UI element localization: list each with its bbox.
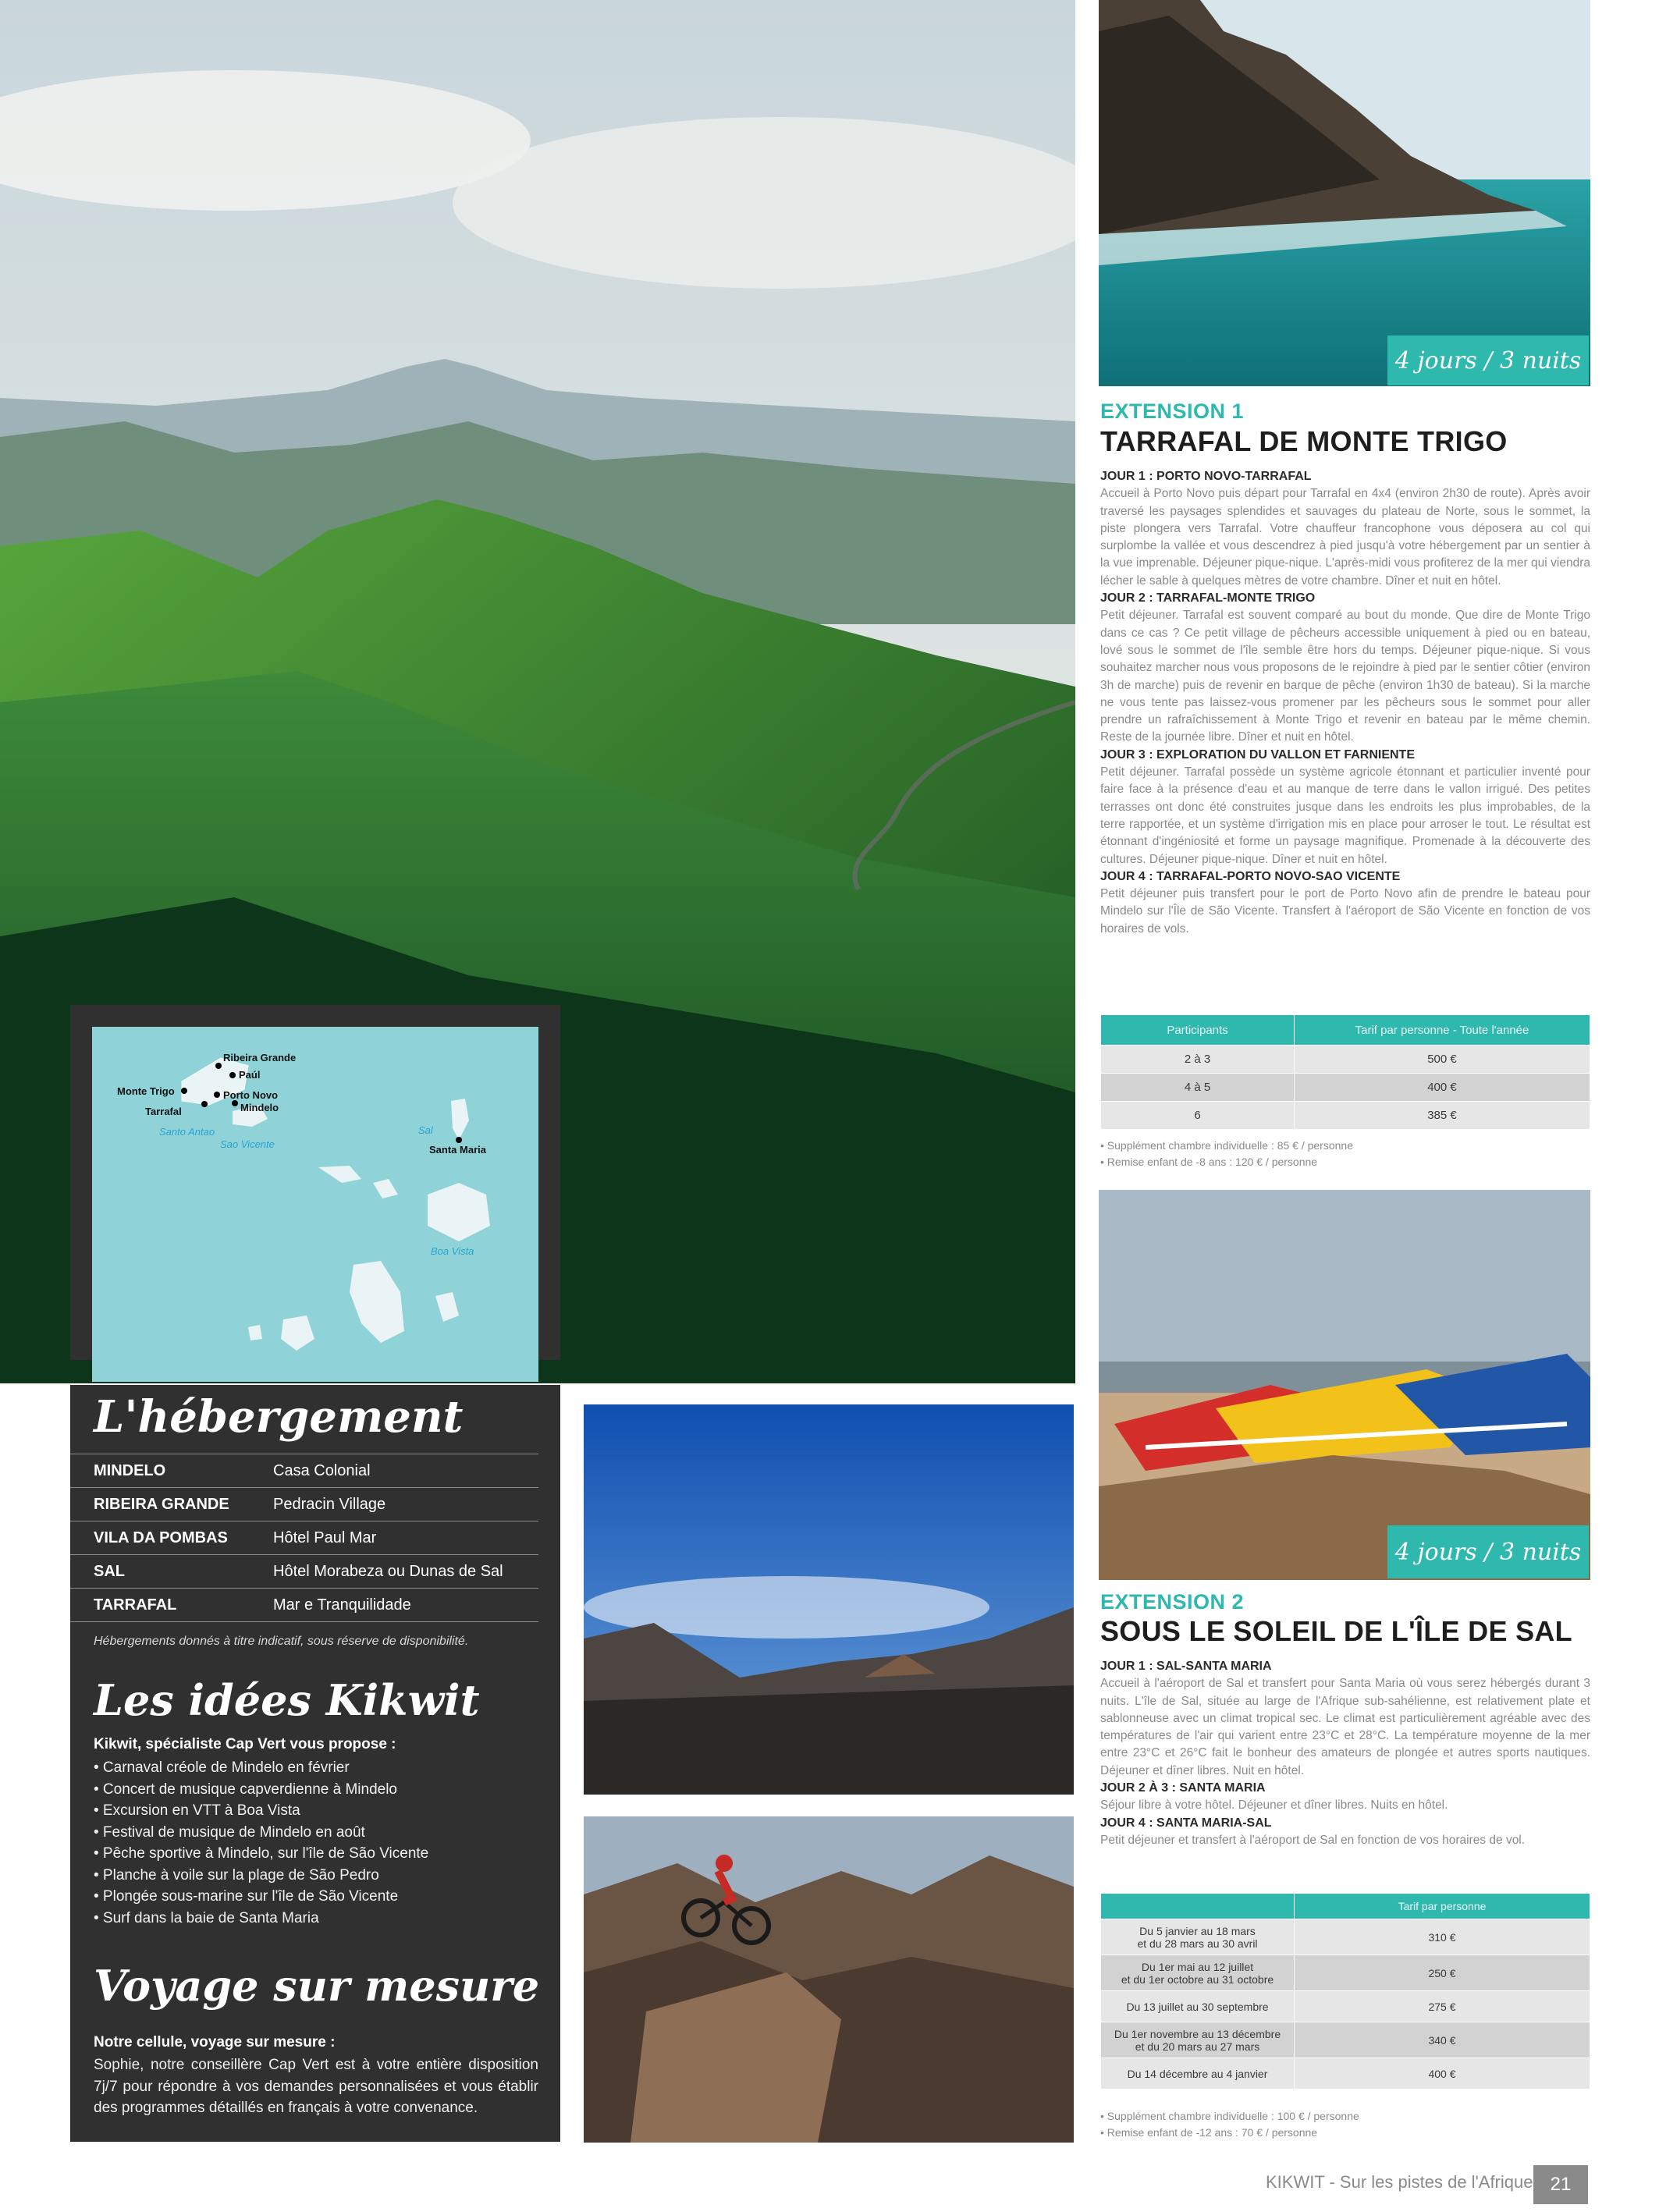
note-line: • Supplément chambre individuelle : 85 € / personne — [1100, 1139, 1353, 1152]
day-text: Accueil à l'aéroport de Sal et transfert pour Santa Maria où vous serez hébergés durant 3 nuits. L'île de Sal, située au large de l'Afrique sub-sahélienne, est relativement plate et sablonneuse avec un climat tropical sec. Le climat est particulièrement agréable avec des températures de l'air qui varient entre 23°C et 28°C. La température moyenne de la mer entre 23°C et 26°C fait le bonheur des amateurs de plongée et autres sports nautiques. Déjeuner et dîner libres. Nuit en hôtel. — [1100, 1677, 1590, 1777]
hebergement-note: Hébergements donnés à titre indicatif, sous réserve de disponibilité. — [94, 1635, 469, 1648]
table-cell: Du 1er mai au 12 juillet et du 1er octobre au 31 octobre — [1101, 1955, 1295, 1991]
table-cell: 400 € — [1295, 2058, 1590, 2090]
note-line: • Remise enfant de -8 ans : 120 € / personne — [1100, 1156, 1318, 1168]
table-cell: 310 € — [1295, 1919, 1590, 1955]
extension-1-itinerary — [1100, 468, 1590, 938]
day-heading: JOUR 4 : TARRAFAL-PORTO NOVO-SAO VICENTE — [1100, 869, 1401, 883]
extension-2-title: SOUS LE SOLEIL DE L'ÎLE DE SAL — [1100, 1615, 1572, 1647]
list-item: • Excursion en VTT à Boa Vista — [94, 1802, 300, 1819]
day-heading: JOUR 4 : SANTA MARIA-SAL — [1100, 1816, 1272, 1830]
list-item: • Festival de musique de Mindelo en août — [94, 1823, 365, 1841]
day-heading: JOUR 1 : PORTO NOVO-TARRAFAL — [1100, 470, 1312, 483]
list-item: • Concert de musique capverdienne à Mindelo — [94, 1781, 397, 1798]
map-island-sal: Sal — [418, 1124, 433, 1136]
table-row — [70, 1454, 538, 1487]
list-item: • Carnaval créole de Mindelo en février — [94, 1759, 350, 1776]
list-item: • Pêche sportive à Mindelo, sur l'île de São Vicente — [94, 1845, 429, 1862]
list-item: • Plongée sous-marine sur l'île de São Vicente — [94, 1888, 399, 1905]
extension-2-notes — [1100, 2108, 1359, 2141]
info-panel — [70, 1385, 560, 2142]
map-label-ribeira-grande: Ribeira Grande — [223, 1052, 297, 1063]
duration-badge-extension-1: 4 jours / 3 nuits — [1387, 336, 1589, 385]
map-island-santo-antao: Santo Antao — [159, 1126, 215, 1138]
table-header — [1101, 1894, 1295, 1919]
table-cell: Du 5 janvier au 18 mars et du 28 mars au 30 avril — [1101, 1919, 1295, 1955]
map-label-tarrafal: Tarrafal — [145, 1106, 182, 1117]
cape-verde-map — [70, 1005, 560, 1360]
table-cell: 250 € — [1295, 1955, 1590, 1991]
hotel: Pedracin Village — [273, 1495, 386, 1513]
extension-2-itinerary — [1100, 1658, 1590, 1849]
hotel: Mar e Tranquilidade — [273, 1596, 411, 1614]
city: MINDELO — [94, 1461, 166, 1479]
sur-mesure-title: Voyage sur mesure — [94, 1961, 540, 2011]
table-cell: Du 14 décembre au 4 janvier — [1101, 2058, 1295, 2090]
table-cell: 4 à 5 — [1101, 1074, 1295, 1102]
extension-1-label: EXTENSION 1 — [1100, 399, 1245, 423]
table-row — [70, 1554, 538, 1588]
footer-tagline: KIKWIT - Sur les pistes de l'Afrique — [1266, 2172, 1533, 2192]
table-cell: 6 — [1101, 1102, 1295, 1130]
table-cell: 2 à 3 — [1101, 1046, 1295, 1074]
table-cell: 385 € — [1295, 1102, 1590, 1130]
day-text: Petit déjeuner. Tarrafal est souvent comparé au bout du monde. Que dire de Monte Trigo dans ce cas ? Ce petit village de pêcheurs accessible uniquement à pied ou en bateau, lové sous le sommet de l'île semble être hors du temps. Déjeuner pique-nique. Si vous souhaitez marcher nous vous proposons de le rejoindre à pied par le sentier côtier (environ 3h de marche) puis de revenir en barque de pêche (environ 1h30 de bateau). Si la marche ne vous tente pas laissez-vous promener par les pêcheurs sous le sommet pour aller prendre un rafraîchissement à Monte Trigo et revenir en bateau par le même chemin. Reste de la journée libre. Dîner et nuit en hôtel. — [1100, 609, 1590, 744]
sur-mesure-text: Sophie, notre conseillère Cap Vert est à votre entière disposition 7j/7 pour répondre à vos demandes personnalisées et vous établir des programmes détaillés en français à votre convenance. — [94, 2057, 538, 2116]
list-item: • Surf dans la baie de Santa Maria — [94, 1909, 319, 1926]
day-text: Petit déjeuner puis transfert pour le port de Porto Novo afin de prendre le bateau pour Mindelo sur l'Île de São Vicente. Transfert à l'aéroport de São Vicente en fonction de vos horaires de vols. — [1100, 887, 1590, 936]
list-item: • Planche à voile sur la plage de São Pedro — [94, 1866, 379, 1884]
idees-list — [94, 1757, 428, 1929]
hebergement-table — [70, 1454, 538, 1622]
extension-1-notes — [1100, 1138, 1353, 1170]
hebergement-title: L'hébergement — [94, 1391, 464, 1443]
map-label-santa-maria: Santa Maria — [429, 1144, 486, 1156]
day-heading: JOUR 2 : TARRAFAL-MONTE TRIGO — [1100, 591, 1316, 605]
table-row — [70, 1588, 538, 1622]
table-cell: Du 13 juillet au 30 septembre — [1101, 1991, 1295, 2022]
note-line: • Remise enfant de -12 ans : 70 € / personne — [1100, 2126, 1318, 2139]
city: SAL — [94, 1562, 125, 1580]
map-island-sao-vicente: Sao Vicente — [220, 1138, 275, 1150]
extension-1-title: TARRAFAL DE MONTE TRIGO — [1100, 425, 1508, 457]
extension-2-label: EXTENSION 2 — [1100, 1590, 1245, 1614]
day-text: Séjour libre à votre hôtel. Déjeuner et dîner libres. Nuits en hôtel. — [1100, 1798, 1448, 1813]
day-text: Petit déjeuner et transfert à l'aéroport de Sal en fonction de vos horaires de vol. — [1100, 1833, 1526, 1847]
city: RIBEIRA GRANDE — [94, 1495, 229, 1513]
day-text: Petit déjeuner. Tarrafal possède un système agricole étonnant et particulier inventé pour faire face à la présence d'eau et au manque de terre dans le vallon irrigué. Des petites terrasses ont donc été construites jusque dans les endroits les plus improbables, de la terre rapportée, et un système d'irrigation mis en place pour arroser le tout. Le résultat est étonnant d'ingéniosité et forme un paysage magnifique. Promenade à la découverte des cultures. Déjeuner pique-nique. Dîner et nuit en hôtel. — [1100, 765, 1590, 866]
table-cell: Du 1er novembre au 13 décembre et du 20 mars au 27 mars — [1101, 2022, 1295, 2058]
hotel: Hôtel Paul Mar — [273, 1529, 377, 1546]
day-heading: JOUR 2 À 3 : SANTA MARIA — [1100, 1781, 1266, 1795]
extension-2-price-table — [1100, 1893, 1590, 2090]
hotel: Casa Colonial — [273, 1461, 371, 1479]
table-header: Tarif par personne - Toute l'année — [1295, 1015, 1590, 1046]
hotel: Hôtel Morabeza ou Dunas de Sal — [273, 1562, 503, 1580]
cliffs-coast-photo — [1099, 0, 1590, 386]
idees-title: Les idées Kikwit — [94, 1675, 480, 1725]
map-label-monte-trigo: Monte Trigo — [117, 1085, 175, 1097]
volcanic-landscape-photo — [584, 1404, 1074, 1795]
fishing-boats-photo — [1099, 1190, 1590, 1580]
map-label-paul: Paúl — [239, 1069, 261, 1081]
table-cell: 340 € — [1295, 2022, 1590, 2058]
map-island-boa-vista: Boa Vista — [431, 1245, 474, 1257]
duration-badge-extension-2: 4 jours / 3 nuits — [1387, 1525, 1589, 1578]
mountain-biker-photo — [584, 1816, 1074, 2143]
city: VILA DA POMBAS — [94, 1529, 228, 1546]
idees-intro: Kikwit, spécialiste Cap Vert vous propose : — [94, 1736, 396, 1752]
day-text: Accueil à Porto Novo puis départ pour Tarrafal en 4x4 (environ 2h30 de route). Après avoir traversé les paysages splendides et sauvages du plateau de Norte, sous le sommet, la piste plongera vers Tarrafal. Votre chauffeur francophone vous déposera au col qui surplombe la vallée et vous descendrez à pied jusqu'à votre hébergement par un sentier à la vue imprenable. Déjeuner pique-nique. L'après-midi vous profiterez de la mer qui viendra lécher le sable à quelques mètres de votre chambre. Dîner et nuit en hôtel. — [1100, 487, 1590, 588]
table-cell: 275 € — [1295, 1991, 1590, 2022]
map-label-porto-novo: Porto Novo — [223, 1089, 279, 1101]
table-cell: 500 € — [1295, 1046, 1590, 1074]
table-header: Tarif par personne — [1295, 1894, 1590, 1919]
day-heading: JOUR 3 : EXPLORATION DU VALLON ET FARNIENTE — [1100, 747, 1415, 762]
city: TARRAFAL — [94, 1596, 177, 1614]
table-row — [70, 1521, 538, 1554]
map-label-mindelo: Mindelo — [240, 1102, 279, 1113]
table-cell: 400 € — [1295, 1074, 1590, 1102]
extension-1-price-table — [1100, 1014, 1590, 1130]
page-number: 21 — [1533, 2165, 1588, 2204]
table-row — [70, 1487, 538, 1521]
note-line: • Supplément chambre individuelle : 100 € / personne — [1100, 2110, 1359, 2122]
day-heading: JOUR 1 : SAL-SANTA MARIA — [1100, 1660, 1272, 1673]
table-header: Participants — [1101, 1015, 1295, 1046]
sur-mesure-intro: Notre cellule, voyage sur mesure : — [94, 2034, 336, 2050]
